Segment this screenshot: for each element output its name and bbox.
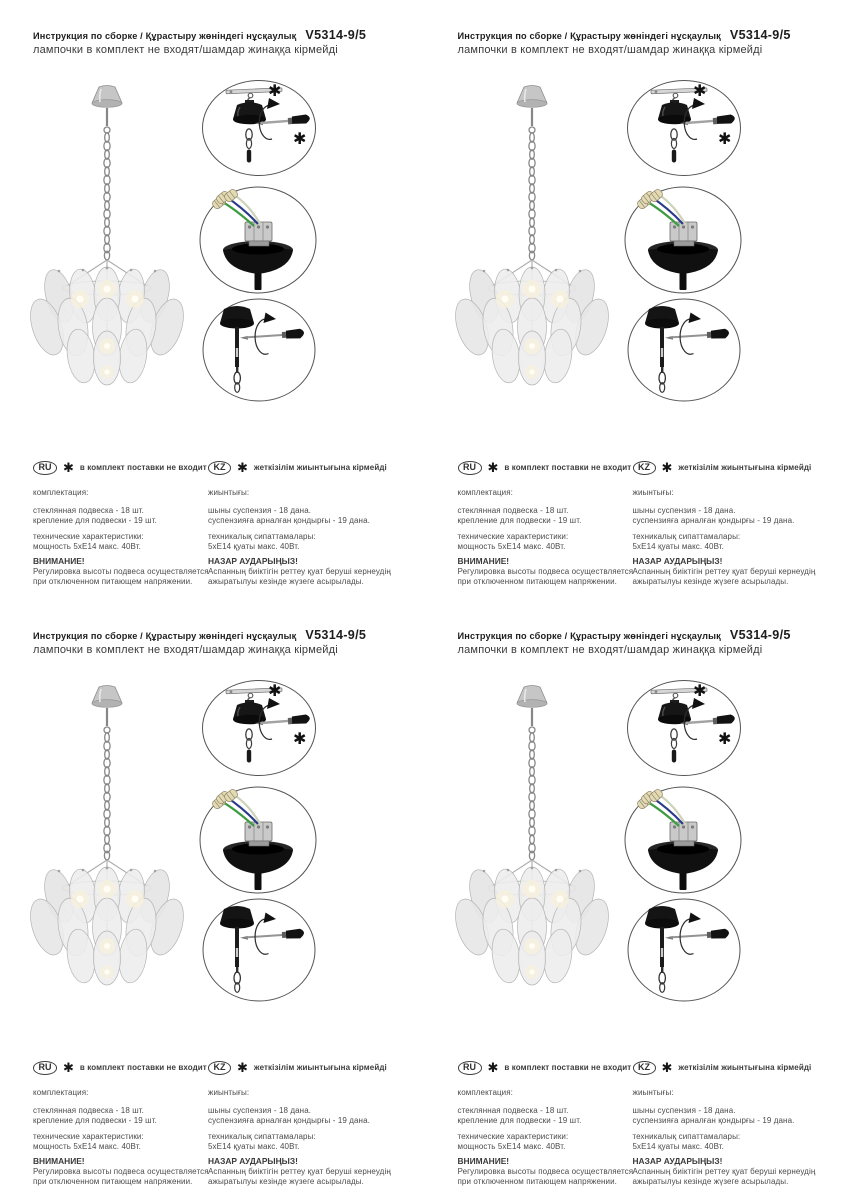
asterisk-icon: ✱ [237, 460, 248, 475]
asterisk-icon: ✱ [661, 460, 673, 475]
kz-warning-title: НАЗАР АУДАРЫҢЫЗ! [208, 1155, 298, 1166]
model-number: V5314-9/5 [305, 28, 367, 42]
terminal-block-icon [245, 822, 272, 846]
chandelier-illustration [455, 84, 615, 404]
page-subtitle: лампочки в комплект не входят/шамдар жинаққа кірмейді [33, 43, 338, 56]
page-subtitle: лампочки в комплект не входят/шамдар жинаққа кірмейді [457, 643, 763, 656]
kz-kit-line-1: шыны суспензия - 18 дана. [632, 1105, 736, 1115]
step2-illustration [197, 784, 319, 896]
ru-specs-line: мощность 5хЕ14 макс. 40Вт. [457, 1142, 566, 1151]
ceiling-canopy-icon [517, 686, 547, 708]
kz-warning-line-2: ажыратылуы кезінде жүзеге асырылады. [208, 1177, 364, 1186]
kz-warning-line-1: Аспанның биіктігін реттеу қуат беруші кернеудің [632, 1166, 816, 1176]
ru-language-badge: RU [458, 1061, 482, 1075]
step1-illustration [200, 678, 318, 778]
ru-warning-line-1: Регулировка высоты подвеса осуществляется [457, 566, 634, 576]
ru-text-column [458, 1061, 636, 1188]
kz-note-text: жеткізілім жиынтығына кірмейді [678, 462, 812, 472]
header-line1 [33, 628, 413, 642]
asterisk-icon: ✱ [661, 1060, 673, 1075]
kz-specs-title: техникалық сипаттамалары: [632, 1131, 741, 1141]
ru-note-text: в комплект поставки не входит [79, 1062, 207, 1072]
kz-warning-line-1: Аспанның биіктігін реттеу қуат беруші кернеудің [208, 566, 391, 576]
kz-kit-line-1: шыны суспензия - 18 дана. [208, 1105, 312, 1115]
ru-warning-title: ВНИМАНИЕ! [33, 1155, 85, 1166]
model-number: V5314-9/5 [729, 28, 791, 42]
header-line1 [458, 28, 838, 42]
ru-language-badge: RU [33, 1061, 57, 1075]
chain-icon [104, 108, 110, 260]
model-number: V5314-9/5 [305, 628, 367, 642]
ceiling-canopy-icon [92, 86, 122, 108]
asterisk-icon: ✱ [237, 1060, 248, 1075]
ru-kit-title: комплектация: [33, 1088, 89, 1097]
asterisk-icon: ✱ [268, 683, 282, 700]
kz-specs-title: техникалық сипаттамалары: [632, 531, 741, 541]
terminal-block-icon [245, 222, 272, 246]
kz-warning-title: НАЗАР АУДАРЫҢЫЗ! [632, 1155, 723, 1166]
header [33, 28, 413, 56]
ru-kit-line-1: стеклянная подвеска - 18 шт. [33, 1105, 144, 1115]
ru-specs-line: мощность 5хЕ14 макс. 40Вт. [33, 1142, 141, 1151]
kz-kit-title: жиынтығы: [208, 1088, 250, 1097]
kz-note-text: жеткізілім жиынтығына кірмейді [253, 462, 387, 472]
ru-note-row [458, 461, 636, 475]
ru-kit-line-1: стеклянная подвеска - 18 шт. [457, 505, 569, 515]
kz-note-row [208, 461, 418, 475]
asterisk-icon: ✱ [293, 131, 307, 148]
header-line1 [458, 628, 838, 642]
step2-illustration [622, 184, 744, 296]
kz-warning-line-2: ажыратылуы кезінде жүзеге асырылады. [632, 577, 789, 586]
ru-kit-line-2: крепление для подвески - 19 шт. [457, 1116, 582, 1125]
page-title: Инструкция по сборке / Құрастыру жөніндегі нұсқаулық [33, 631, 297, 641]
ru-text-column [33, 1061, 211, 1188]
ru-warning-title: ВНИМАНИЕ! [457, 1155, 510, 1166]
ru-note-text: в комплект поставки не входит [504, 1062, 632, 1072]
chain-icon [528, 108, 534, 260]
kz-text-column [633, 461, 843, 588]
kz-warning-line-1: Аспанның биіктігін реттеу қуат беруші кернеудің [632, 566, 816, 576]
chain-icon [528, 708, 534, 860]
ru-note-row [33, 461, 211, 475]
kz-specs-title: техникалық сипаттамалары: [208, 531, 316, 541]
ru-text-column [33, 461, 211, 588]
canopy-icon [220, 306, 254, 329]
kz-kit-title: жиынтығы: [632, 488, 674, 497]
kz-specs-title: техникалық сипаттамалары: [208, 1131, 316, 1141]
canopy-icon [645, 906, 679, 929]
ru-warning-line-1: Регулировка высоты подвеса осуществляется [33, 566, 209, 576]
page-title: Инструкция по сборке / Құрастыру жөніндегі нұсқаулық [33, 31, 297, 41]
ru-warning-line-2: при отключенном питающем напряжении. [457, 1177, 617, 1186]
kz-language-badge: KZ [208, 461, 231, 475]
step1-illustration [200, 78, 318, 178]
ceiling-canopy-icon [92, 686, 122, 708]
ru-specs-title: технические характеристики: [457, 531, 569, 541]
kz-warning-line-2: ажыратылуы кезінде жүзеге асырылады. [632, 1177, 789, 1186]
ru-specs-line: мощность 5хЕ14 макс. 40Вт. [457, 542, 566, 551]
chandelier-illustration [455, 684, 615, 1004]
kz-kit-title: жиынтығы: [632, 1088, 674, 1097]
ru-text-column [458, 461, 636, 588]
kz-text-column [208, 1061, 418, 1188]
ru-kit-line-2: крепление для подвески - 19 шт. [457, 516, 582, 525]
asterisk-icon: ✱ [717, 731, 731, 748]
ru-warning-line-1: Регулировка высоты подвеса осуществляется [457, 1166, 634, 1176]
kz-warning-title: НАЗАР АУДАРЫҢЫЗ! [632, 555, 723, 566]
kz-language-badge: KZ [633, 461, 656, 475]
instruction-quadrant [0, 600, 425, 1200]
header [33, 628, 413, 656]
step-circle-outline [203, 681, 316, 776]
kz-kit-line-2: суспензияға арналған қондырғы - 19 дана. [632, 516, 795, 525]
ru-specs-title: технические характеристики: [33, 531, 144, 541]
instruction-quadrant [425, 600, 849, 1200]
header [458, 628, 838, 656]
page-title: Инструкция по сборке / Құрастыру жөніндегі нұсқаулық [457, 631, 721, 641]
kz-language-badge: KZ [208, 1061, 231, 1075]
asterisk-icon: ✱ [692, 683, 706, 700]
model-number: V5314-9/5 [729, 628, 791, 642]
ru-note-text: в комплект поставки не входит [504, 462, 632, 472]
canopy-icon [645, 306, 679, 329]
step3-illustration [200, 296, 318, 404]
asterisk-icon: ✱ [63, 460, 74, 475]
ru-specs-title: технические характеристики: [33, 1131, 144, 1141]
chandelier-illustration [30, 684, 190, 1004]
ru-warning-title: ВНИМАНИЕ! [457, 555, 510, 566]
page-subtitle: лампочки в комплект не входят/шамдар жинаққа кірмейді [33, 643, 338, 656]
kz-language-badge: KZ [633, 1061, 656, 1075]
asterisk-icon: ✱ [63, 1060, 74, 1075]
kz-warning-line-2: ажыратылуы кезінде жүзеге асырылады. [208, 577, 364, 586]
kz-warning-title: НАЗАР АУДАРЫҢЫЗ! [208, 555, 298, 566]
kz-warning-line-1: Аспанның биіктігін реттеу қуат беруші кернеудің [208, 1166, 391, 1176]
kz-text-column [633, 1061, 843, 1188]
chain-icon [104, 708, 110, 860]
asterisk-icon: ✱ [487, 1060, 499, 1075]
step-circle-outline [203, 81, 316, 176]
ru-kit-line-1: стеклянная подвеска - 18 шт. [457, 1105, 569, 1115]
kz-text-column [208, 461, 418, 588]
step2-illustration [197, 184, 319, 296]
ru-warning-line-2: при отключенном питающем напряжении. [33, 577, 193, 586]
kz-kit-line-2: суспензияға арналған қондырғы - 19 дана. [632, 1116, 795, 1125]
ru-note-row [458, 1061, 636, 1075]
kz-specs-line: 5хЕ14 қуаты макс. 40Вт. [632, 542, 724, 551]
header [458, 28, 838, 56]
ru-specs-title: технические характеристики: [457, 1131, 569, 1141]
canopy-icon [220, 906, 254, 929]
page-title: Инструкция по сборке / Құрастыру жөніндегі нұсқаулық [457, 31, 721, 41]
ru-kit-line-2: крепление для подвески - 19 шт. [33, 1116, 157, 1125]
step-circle-outline [627, 681, 740, 776]
asterisk-icon: ✱ [487, 460, 499, 475]
ru-note-row [33, 1061, 211, 1075]
step2-illustration [622, 784, 744, 896]
kz-note-row [633, 461, 843, 475]
asterisk-icon: ✱ [268, 83, 282, 100]
header-line1 [33, 28, 413, 42]
step1-illustration [625, 678, 743, 778]
kz-note-text: жеткізілім жиынтығына кірмейді [253, 1062, 387, 1072]
instruction-quadrant [425, 0, 849, 600]
terminal-block-icon [670, 822, 697, 846]
ru-warning-line-2: при отключенном питающем напряжении. [33, 1177, 193, 1186]
step3-illustration [625, 896, 743, 1004]
ru-warning-title: ВНИМАНИЕ! [33, 555, 85, 566]
kz-kit-line-2: суспензияға арналған қондырғы - 19 дана. [208, 1116, 370, 1125]
kz-note-row [633, 1061, 843, 1075]
instruction-quadrant [0, 0, 425, 600]
ru-warning-line-1: Регулировка высоты подвеса осуществляется [33, 1166, 209, 1176]
step-circle-outline [627, 81, 740, 176]
ru-kit-title: комплектация: [457, 1088, 514, 1097]
kz-kit-line-2: суспензияға арналған қондырғы - 19 дана. [208, 516, 370, 525]
kz-specs-line: 5хЕ14 қуаты макс. 40Вт. [208, 1142, 300, 1151]
ru-kit-title: комплектация: [33, 488, 89, 497]
asterisk-icon: ✱ [717, 131, 731, 148]
chandelier-illustration [30, 84, 190, 404]
ceiling-canopy-icon [517, 86, 547, 108]
ru-kit-line-2: крепление для подвески - 19 шт. [33, 516, 157, 525]
kz-note-text: жеткізілім жиынтығына кірмейді [678, 1062, 812, 1072]
kz-specs-line: 5хЕ14 қуаты макс. 40Вт. [208, 542, 300, 551]
kz-kit-title: жиынтығы: [208, 488, 250, 497]
ru-specs-line: мощность 5хЕ14 макс. 40Вт. [33, 542, 141, 551]
ru-note-text: в комплект поставки не входит [79, 462, 207, 472]
ru-kit-line-1: стеклянная подвеска - 18 шт. [33, 505, 144, 515]
page-subtitle: лампочки в комплект не входят/шамдар жинаққа кірмейді [457, 43, 763, 56]
step3-illustration [625, 296, 743, 404]
kz-kit-line-1: шыны суспензия - 18 дана. [632, 505, 736, 515]
step1-illustration [625, 78, 743, 178]
ru-kit-title: комплектация: [457, 488, 514, 497]
step3-illustration [200, 896, 318, 1004]
kz-specs-line: 5хЕ14 қуаты макс. 40Вт. [632, 1142, 724, 1151]
terminal-block-icon [670, 222, 697, 246]
asterisk-icon: ✱ [293, 731, 307, 748]
kz-kit-line-1: шыны суспензия - 18 дана. [208, 505, 312, 515]
kz-note-row [208, 1061, 418, 1075]
ru-language-badge: RU [458, 461, 482, 475]
ru-language-badge: RU [33, 461, 57, 475]
asterisk-icon: ✱ [692, 83, 706, 100]
ru-warning-line-2: при отключенном питающем напряжении. [457, 577, 617, 586]
